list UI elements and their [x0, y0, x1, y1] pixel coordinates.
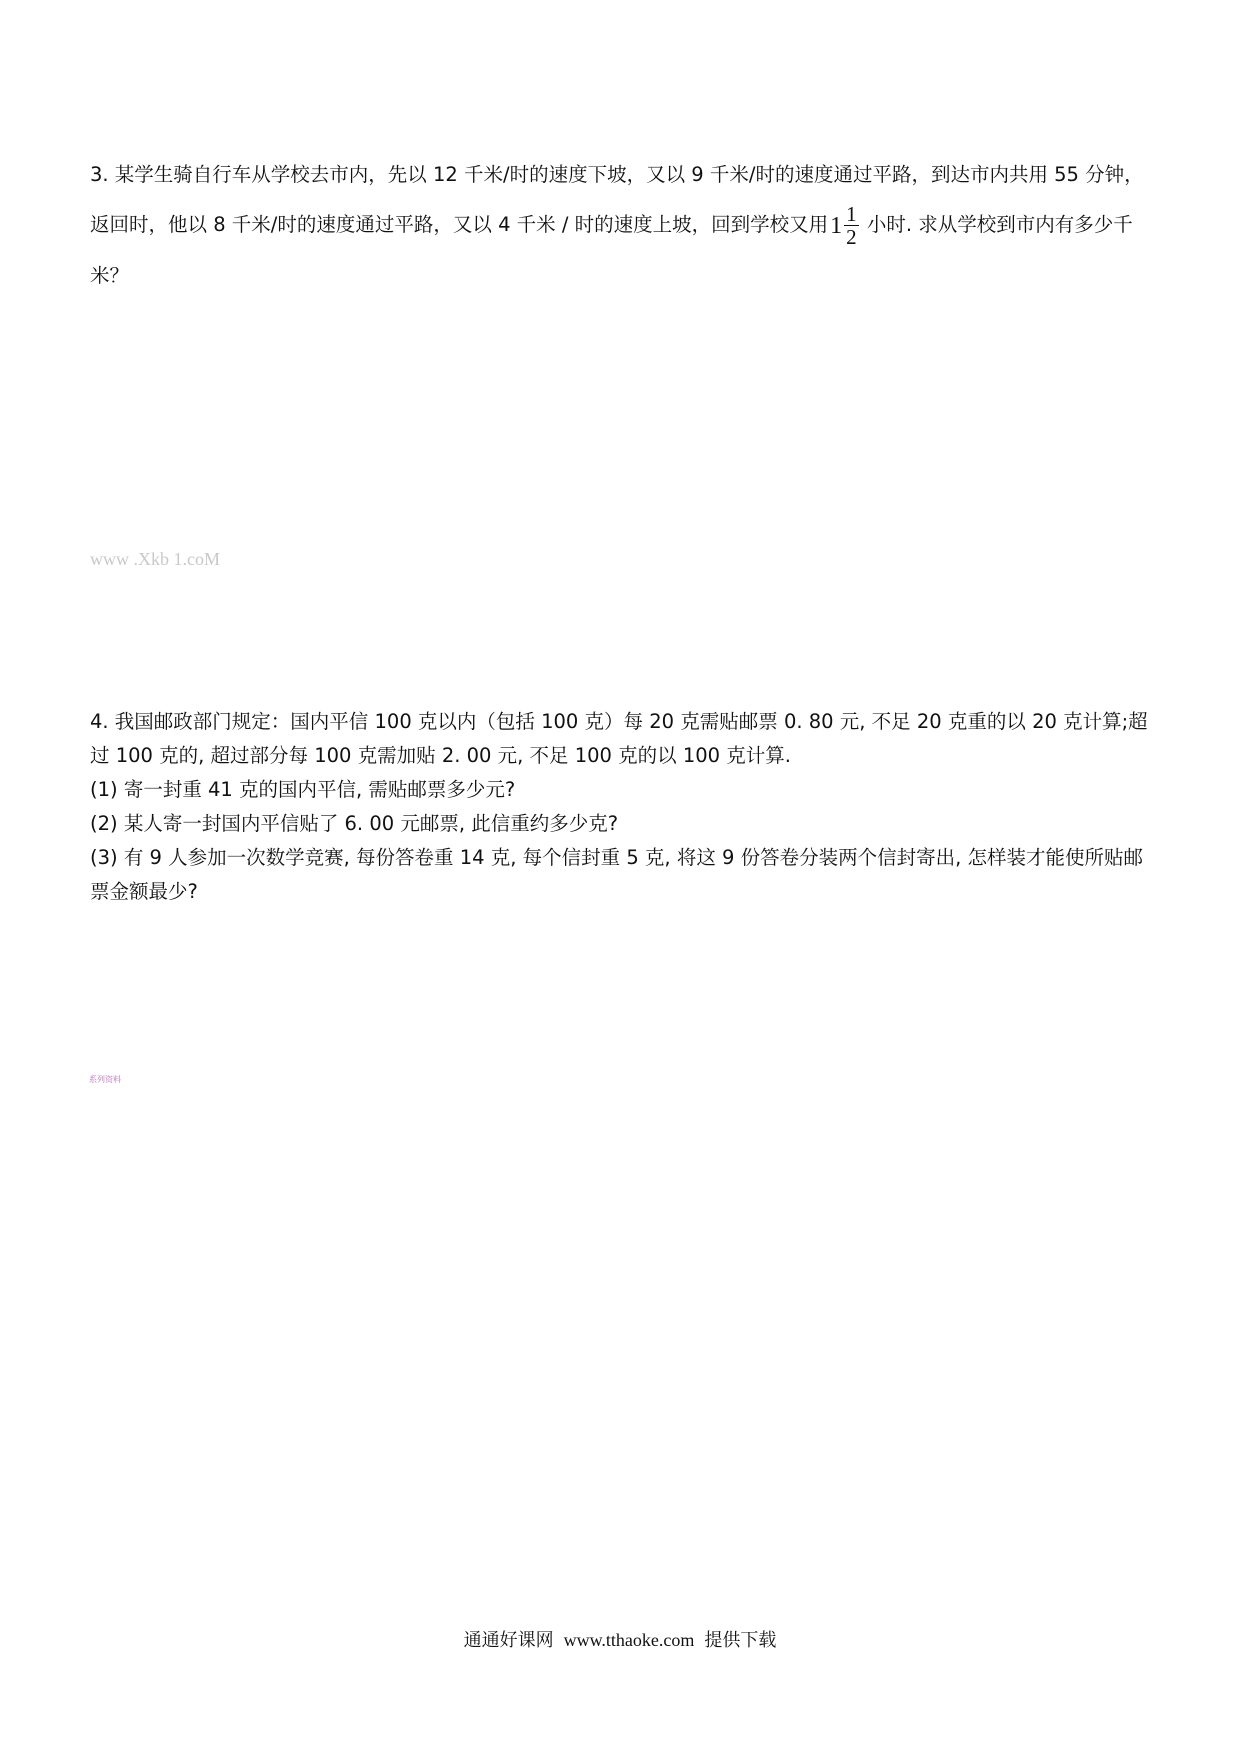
footer-site-name: 通通好课网 — [463, 1630, 554, 1651]
footer-url[interactable]: www.tthaoke.com — [563, 1630, 695, 1650]
problem-3-text-before: 3. 某学生骑自行车从学校去市内，先以 12 千米/时的速度下坡，又以 9 千米/时的速度通过平路，到达市内共用 55 分钟，返回时，他以 8 千米/时的速度通过平路，又以 4 千米 / 时的速度上坡，回到学校又用 — [90, 163, 1144, 236]
problem-4-part-1: (1) 寄一封重 41 克的国内平信, 需贴邮票多少元? — [90, 778, 516, 801]
fraction-stack — [844, 203, 859, 248]
footer-suffix: 提供下载 — [704, 1630, 777, 1651]
watermark-top: www .Xkb 1.coM — [90, 549, 220, 569]
problem-4 — [90, 705, 1150, 909]
problem-3 — [90, 150, 1150, 301]
fraction-whole: 1 — [830, 212, 843, 239]
page-footer — [0, 1626, 1240, 1652]
problem-4-part-3: (3) 有 9 人参加一次数学竞赛, 每份答卷重 14 克, 每个信封重 5 克, 将这 9 份答卷分装两个信封寄出, 怎样装才能使所贴邮票金额最少? — [90, 846, 1144, 903]
fraction-numerator: 1 — [846, 202, 857, 226]
mixed-fraction — [830, 201, 859, 251]
watermark-small: 系列资料 — [89, 1075, 121, 1084]
fraction-denominator: 2 — [846, 225, 857, 249]
problem-3-text-after: 小时. 求从学校到市内有多少千米？ — [90, 213, 1133, 287]
problem-4-part-2: (2) 某人寄一封国内平信贴了 6. 00 元邮票, 此信重约多少克? — [90, 812, 619, 835]
problem-4-statement: 4. 我国邮政部门规定：国内平信 100 克以内（包括 100 克）每 20 克需贴邮票 0. 80 元, 不足 20 克重的以 20 克计算;超过 100 克的, 超过部分每 100 克需加贴 2. 00 元, 不足 100 克的以 100 克计算. — [90, 710, 1148, 767]
